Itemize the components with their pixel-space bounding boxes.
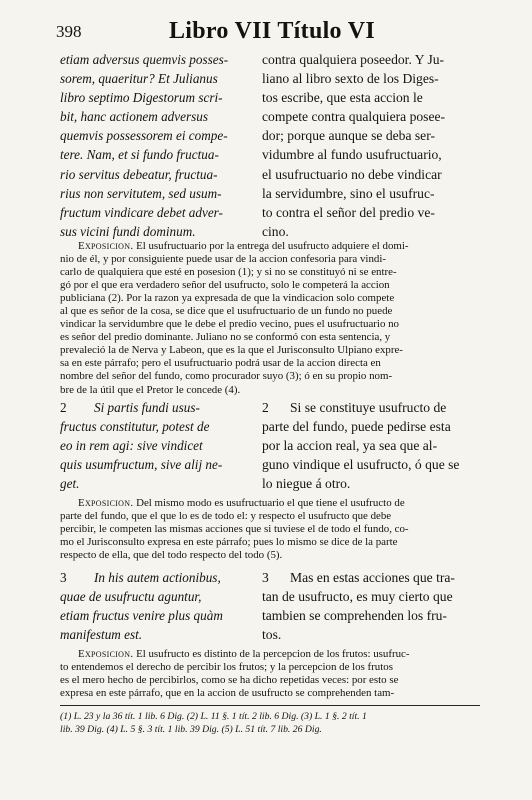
latin-line: sorem, quaeritur? Et Julianus (60, 71, 218, 87)
latin-column (60, 398, 250, 493)
exposicion-line: expresa en este párrafo, que en la accion de usufructo se comprehenden tam- (60, 687, 395, 700)
exposicion-line: nombre del señor del fundo, como procurador suyo (3); ó en su propio nom- (60, 370, 393, 383)
spanish-column (262, 568, 480, 644)
spanish-line: tambien se comprehenden los fru- (262, 608, 447, 624)
latin-line: etiam adversus quemvis posses- (60, 52, 229, 67)
exposicion-line: percibir, le competen las mismas acciones que si tuviese el de todo el fundo, co- (60, 523, 409, 536)
spanish-line: contra qualquiera poseedor. Y Ju- (262, 52, 445, 67)
footnote-line: lib. 39 Dig. (4) L. 5 §. 3 tít. 1 lib. 39 Dig. (5) L. 51 tít. 7 lib. 26 Dig. (60, 723, 322, 735)
exposicion-line: Exposicion. El usufructuario por la entrega del usufructo adquiere el domi- (78, 240, 409, 252)
latin-column (60, 50, 250, 241)
exposicion-label: Exposicion. (78, 497, 134, 509)
latin-line: tere. Nam, et si fundo fructua- (60, 147, 219, 163)
spanish-line: tan de usufructo, es muy cierto que (262, 589, 453, 605)
spanish-line: liano al libro sexto de los Diges- (262, 71, 439, 87)
exposicion-line: mo el Jurisconsulto expresa en este párrafo; pues lo mismo se dice de la parte (60, 536, 398, 549)
spanish-line: 2 Si se constituye usufructo de (262, 398, 480, 417)
spanish-line: vidumbre al fundo usufructuario, (262, 147, 442, 163)
spanish-line: compete contra qualquiera posee- (262, 109, 446, 125)
latin-line: quae de usufructu aguntur, (60, 589, 202, 605)
footnote-line: (1) L. 23 y la 36 tít. 1 lib. 6 Dig. (2) L. 11 §. 1 tít. 2 lib. 6 Dig. (3) L. 1 §. 2 tít. 1 (60, 711, 367, 722)
exposicion-line: es el mero hecho de percibirlos, como se ha dicho repetidas veces: por esto se (60, 674, 399, 687)
footnotes (60, 711, 482, 736)
section-1 (60, 50, 480, 241)
page-header (56, 18, 488, 48)
exposicion-label: Exposicion. (78, 648, 134, 660)
spanish-line: to contra el señor del predio ve- (262, 204, 435, 220)
exposicion-line: gó por el que era verdadero señor del usufructo, solo le competerá la accion (60, 279, 390, 292)
exposicion-label: Exposicion. (78, 240, 134, 252)
latin-line: 3 In his autem actionibus, (60, 568, 250, 587)
latin-line: rio servitus debeatur, fructua- (60, 166, 218, 182)
exposicion-line: vindicar la servidumbre que le debe el predio vecino, pues el usufructuario no (60, 318, 400, 331)
spanish-line: la servidumbre, sino el usufruc- (262, 185, 435, 201)
section-2 (60, 398, 480, 493)
section-number: 3 (262, 570, 269, 585)
spanish-line: 3 Mas en estas acciones que tra- (262, 568, 480, 587)
section-3 (60, 568, 480, 644)
spanish-line: el usufructuario no debe vindicar (262, 166, 442, 182)
spanish-line: dor; porque aunque se deba ser- (262, 128, 435, 144)
spanish-line: guno vindique el usufructo, ó que se (262, 457, 460, 473)
exposicion-line: to entendemos el derecho de percibir los frutos; y la percepcion de los frutos (60, 661, 393, 674)
exposicion-line: respecto de ella, que del todo respecto del todo (5). (60, 549, 283, 562)
exposicion-line: sa en este párrafo; pero el usufructuario podrá usar de la accion directa en (60, 357, 381, 370)
spanish-line: por la accion real, ya sea que al- (262, 438, 438, 454)
latin-line: libro septimo Digestorum scri- (60, 90, 223, 106)
latin-line: bit, hanc actionem adversus (60, 109, 208, 125)
spanish-line: lo niegue á otro. (262, 476, 351, 492)
latin-line: manifestum est. (60, 627, 143, 643)
exposicion-line: Exposicion. El usufructo es distinto de la percepcion de los frutos: usufruc- (78, 648, 410, 660)
exposicion-1 (60, 240, 482, 397)
footnote-rule (60, 705, 480, 706)
spanish-column (262, 50, 480, 241)
latin-line: get. (60, 476, 80, 492)
latin-line: rius non servitutem, sed usum- (60, 185, 222, 201)
latin-column (60, 568, 250, 644)
latin-line: quemvis possessorem ei compe- (60, 128, 228, 144)
section-number: 3 (60, 570, 67, 585)
latin-line: sus vicini fundi dominum. (60, 223, 196, 239)
latin-line: 2 Si partis fundi usus- (60, 398, 250, 417)
exposicion-line: publiciana (2). Por la razon ya expresada de que la vindicacion solo compete (60, 292, 395, 305)
section-number: 2 (60, 400, 67, 415)
latin-line: fructus constitutur, potest de (60, 419, 210, 435)
spanish-column (262, 398, 480, 493)
exposicion-line: carlo de qualquiera que esté en posesion (1); y si no se constituyó ni se entre- (60, 266, 397, 279)
exposicion-3 (60, 648, 482, 700)
spanish-line: tos. (262, 627, 282, 643)
latin-line: fructum vindicare debet adver- (60, 204, 223, 220)
exposicion-2 (60, 497, 482, 562)
section-number: 2 (262, 400, 269, 415)
exposicion-line: nio de él, y por consiguiente puede usar de la accion confesoria para vindi- (60, 253, 386, 266)
spanish-line: parte del fundo, puede pedirse esta (262, 419, 451, 435)
exposicion-line: es señor del predio dominante. Juliano no se conformó con esta sentencia, y (60, 331, 391, 344)
running-title: Libro VII Título VI (168, 18, 375, 44)
exposicion-line: bre de la útil que el Pretor le concede (4). (60, 383, 241, 396)
exposicion-line: Exposicion. Del mismo modo es usufructuario el que tiene el usufructo de (78, 497, 405, 509)
spanish-line: cino. (262, 223, 289, 239)
latin-line: etiam fructus venire plus quàm (60, 608, 223, 624)
exposicion-line: parte del fundo, que el que lo es de todo el: y respecto el usufructo que debe (60, 510, 392, 523)
latin-line: eo in rem agi: sive vindicet (60, 438, 203, 454)
exposicion-line: al que es señor de la cosa, se dice que el usufructuario de un fundo no puede (60, 305, 393, 318)
spanish-line: tos escribe, que esta accion le (262, 90, 423, 106)
latin-line: quis usumfructum, sive alij ne- (60, 457, 223, 473)
exposicion-line: prevaleció la de Nerva y Labeon, que es la que el Jurisconsulto Ulpiano expre- (60, 344, 403, 357)
page-number: 398 (56, 22, 82, 41)
